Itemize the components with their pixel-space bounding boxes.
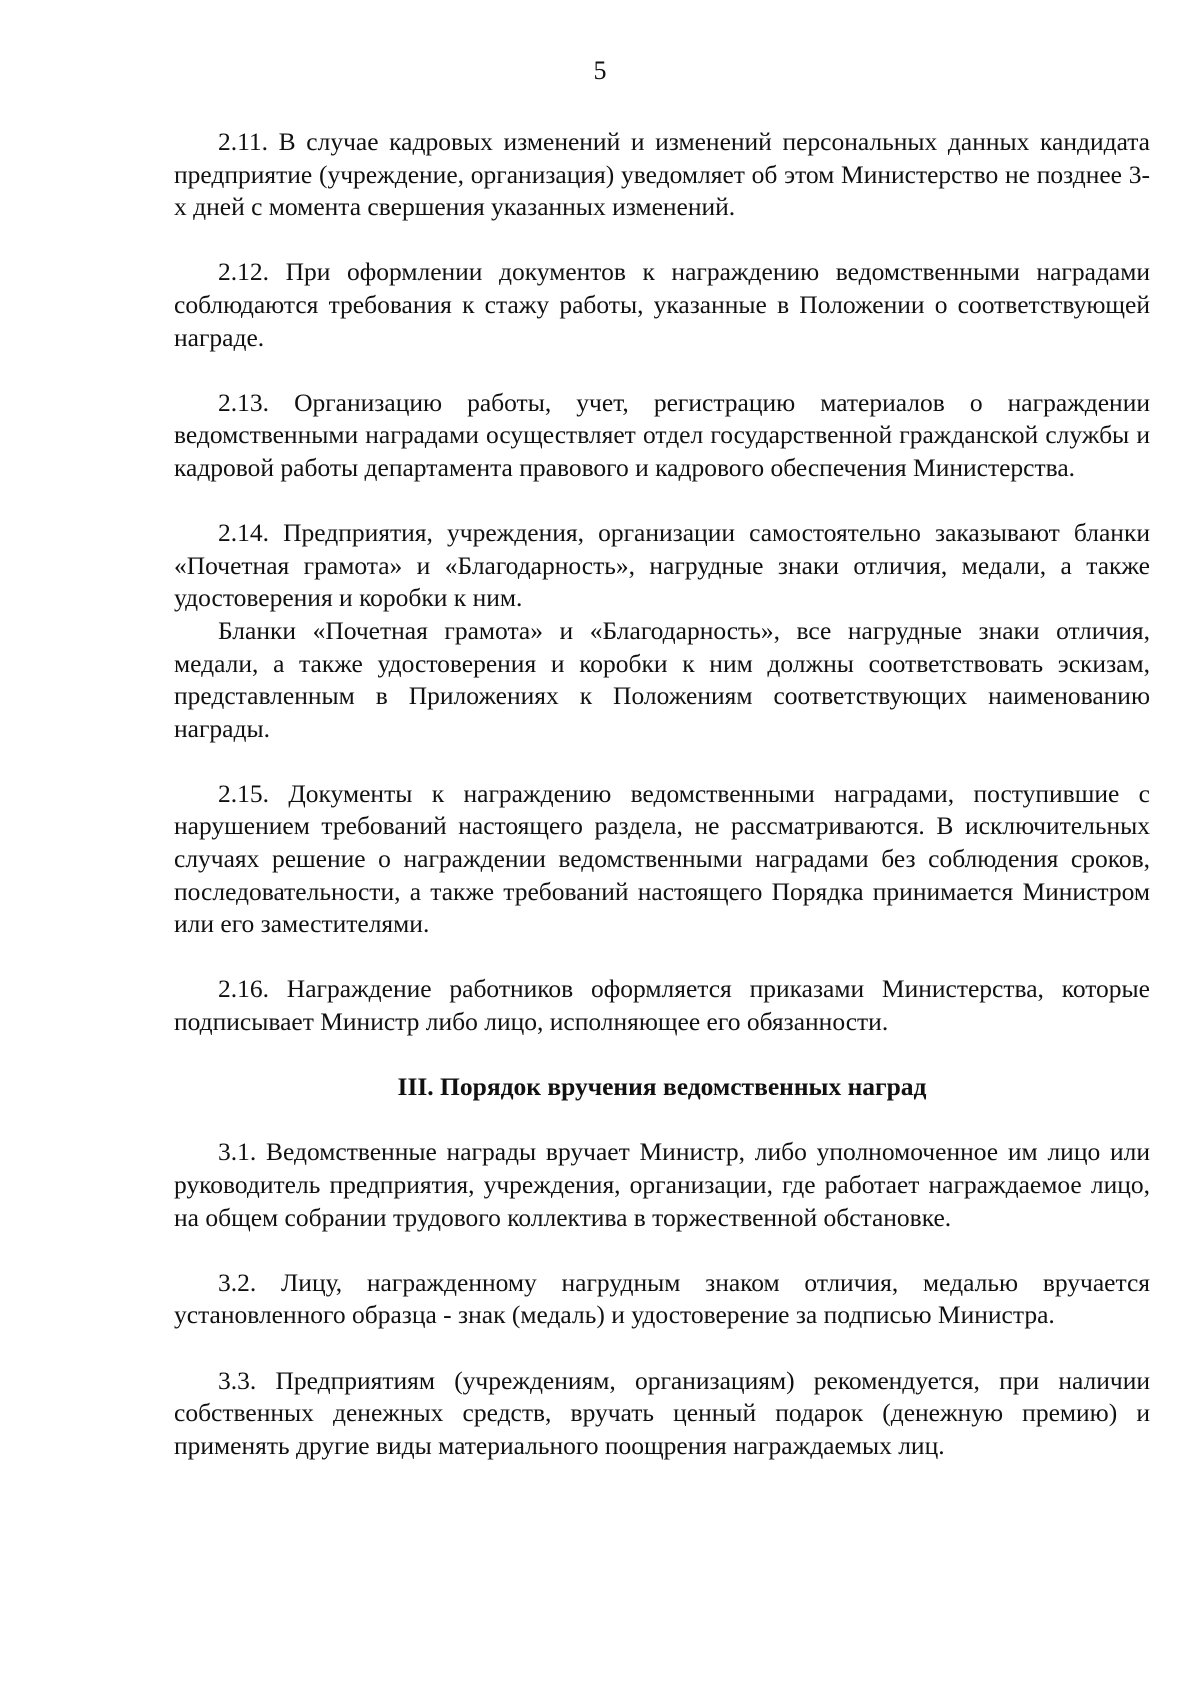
paragraph-3-1: 3.1. Ведомственные награды вручает Министр, либо уполномоченное им лицо или руководитель предприятия, учреждения, организации, где работает награждаемое лицо, на общем собрании трудового коллектива в торжественной обстановке. (174, 1137, 1150, 1232)
section-3-heading: III. Порядок вручения ведомственных наград (397, 1072, 927, 1102)
paragraph-3-3: 3.3. Предприятиям (учреждениям, организациям) рекомендуется, при наличии собственных денежных средств, вручать ценный подарок (денежную премию) и применять другие виды материального поощрения награждаемых лиц. (174, 1365, 1150, 1460)
page-number: 5 (593, 56, 607, 85)
paragraph-2-16: 2.16. Награждение работников оформляется приказами Министерства, которые подписывает Министр либо лицо, исполняющее его обязанности. (174, 974, 1150, 1037)
paragraph-3-2: 3.2. Лицу, награжденному нагрудным знаком отличия, медалью вручается установленного образца - знак (медаль) и удостоверение за подписью Министра. (174, 1267, 1150, 1330)
paragraph-2-14-continuation: Бланки «Почетная грамота» и «Благодарность», все нагрудные знаки отличия, медали, а также удостоверения и коробки к ним должны соответствовать эскизам, представленным в Приложениях к Положениям соответствующих наименованию награды. (174, 615, 1150, 743)
paragraph-2-12: 2.12. При оформлении документов к награждению ведомственными наградами соблюдаются требования к стажу работы, указанные в Положении о соответствующей награде. (174, 257, 1150, 352)
paragraph-2-14: 2.14. Предприятия, учреждения, организации самостоятельно заказывают бланки «Почетная грамота» и «Благодарность», нагрудные знаки отличия, медали, а также удостоверения и коробки к ним. (174, 518, 1150, 613)
document-body (174, 126, 1150, 1462)
paragraph-2-13: 2.13. Организацию работы, учет, регистрацию материалов о награждении ведомственными наградами осуществляет отдел государственной гражданской службы и кадровой работы департамента правового и кадрового обеспечения Министерства. (174, 387, 1150, 482)
paragraph-2-15: 2.15. Документы к награждению ведомственными наградами, поступившие с нарушением требований настоящего раздела, не рассматриваются. В исключительных случаях решение о награждении ведомственными наградами без соблюдения сроков, последовательности, а также требований настоящего Порядка принимается Министром или его заместителями. (174, 778, 1150, 939)
paragraph-2-11: 2.11. В случае кадровых изменений и изменений персональных данных кандидата предприятие (учреждение, организация) уведомляет об этом Министерство не позднее 3-х дней с момента свершения указанных изменений. (174, 127, 1150, 222)
